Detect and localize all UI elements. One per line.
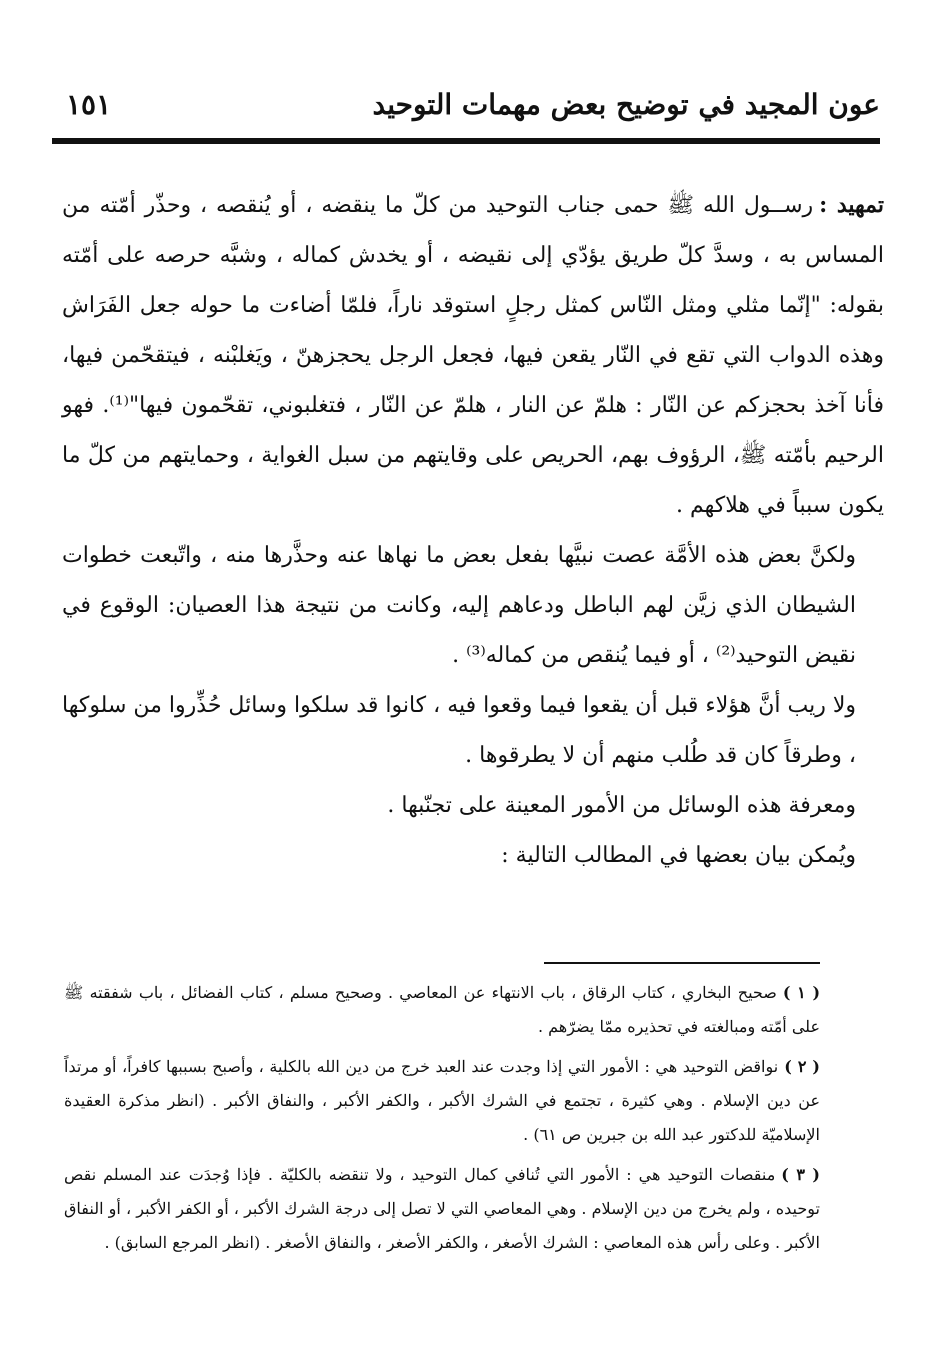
- main-text: [62, 180, 884, 881]
- paragraph-intro: [62, 180, 884, 531]
- footnote-number: ( ٣ ): [781, 1165, 820, 1184]
- footnote-separator: [544, 962, 820, 964]
- footnote-number: ( ٢ ): [784, 1057, 820, 1076]
- paragraph: ولكنَّ بعض هذه الأمَّة عصت نبيَّها بفعل بعض ما نهاها عنه وحذَّرها منه ، واتّبعت خطوات الشيطان الذي زيَّن لهم الباطل ودعاهم إليه، وكانت من نتيجة هذا العصيان: الوقوع في نقيض التوحيد⁽²⁾ ، أو فيما يُنقص من كماله⁽³⁾ .: [62, 543, 856, 668]
- footnote-number: ( ١ ): [782, 983, 821, 1002]
- running-title: عون المجيد في توضيح بعض مهمات التوحيد: [372, 88, 880, 121]
- footnote: [64, 1050, 820, 1152]
- header-rule: [52, 138, 880, 144]
- paragraph: ولا ريب أنَّ هؤلاء قبل أن يقعوا فيما وقعوا فيه ، كانوا قد سلكوا وسائل حُذِّروا من سلوكها ، وطرقاً كان قد طُلب منهم أن لا يطرقوها .: [62, 693, 856, 768]
- page-number: ١٥١: [66, 88, 112, 121]
- paragraph-text: رســول الله ﷺ حمى جناب التوحيد من كلّ ما ينقضه ، أو يُنقصه ، وحذّر أمّته من المساس به ، وسدَّ كلّ طريق يؤدّي إلى نقيضه ، أو يخدش كماله ، وشبَّه حرصه على أمّته بقوله: "إنّما مثلي ومثل النّاس كمثل رجلٍ استوقد ناراً، فلمّا أضاءت ما حوله جعل الفَرَاش وهذه الدواب التي تقع في النّار يقعن فيها، فجعل الرجل يحجزهنّ ، ويَغلبْنه ، فيتقحّمن فيها، فأنا آخذ بحجزكم عن النّار : هلمّ عن النار ، هلمّ عن النّار ، فتغلبوني، تقحّمون فيها"⁽¹⁾. فهو الرحيم بأمّته ﷺ، الرؤوف بهم، الحريص على وقايتهم من سبل الغواية ، وحمايتهم من كلّ ما يكون سبباً في هلاكهم .: [62, 193, 884, 518]
- footnote-text: صحيح البخاري ، كتاب الرقاق ، باب الانتهاء عن المعاصي . وصحيح مسلم ، كتاب الفضائل ، باب شفقته ﷺ على أمّته ومبالغته في تحذيره ممّا يضرّهم .: [64, 983, 820, 1036]
- page-header: [52, 80, 880, 140]
- footnote: [64, 976, 820, 1044]
- paragraph: ويُمكن بيان بعضها في المطالب التالية :: [501, 843, 856, 868]
- footnote: [64, 1158, 820, 1260]
- footnotes: [64, 976, 820, 1266]
- paragraph: ومعرفة هذه الوسائل من الأمور المعينة على تجنّبها .: [387, 793, 856, 818]
- footnote-text: منقصات التوحيد هي : الأمور التي تُنافي كمال التوحيد ، ولا تنقضه بالكليّة . فإذا وُجدَت عند المسلم نقص توحيده ، ولم يخرج من دين الإسلام . وهي المعاصي التي لا تصل إلى درجة الشرك الأكبر ، أو الكفر الأكبر ، أو النفاق الأكبر . وعلى رأس هذه المعاصي : الشرك الأصغر ، والكفر الأصغر ، والنفاق الأصغر . (انظر المرجع السابق) .: [64, 1165, 820, 1252]
- section-lead-word: تمهيد :: [819, 192, 884, 218]
- footnote-text: نواقض التوحيد هي : الأمور التي إذا وجدت عند العبد خرج من دين الله بالكلية ، وأصبح بسببها كافراً، أو مرتداً عن دين الإسلام . وهي كثيرة ، تجتمع في الشرك الأكبر ، والكفر الأكبر ، والنفاق الأكبر . (انظر مذكرة العقيدة الإسلاميّة للدكتور عبد الله بن جبرين ص ٦١) .: [64, 1057, 820, 1144]
